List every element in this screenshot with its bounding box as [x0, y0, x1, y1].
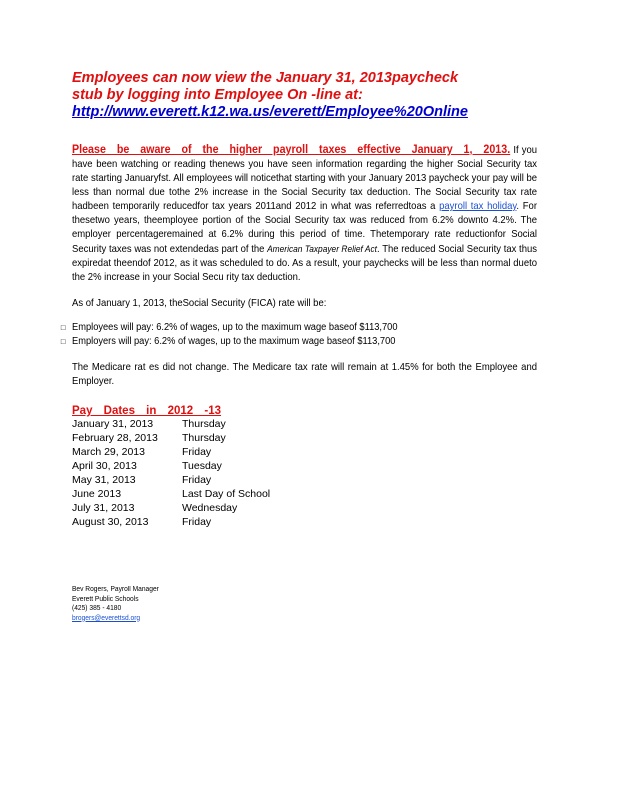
- tax-notice-heading: Please be aware of the higher payroll taxes effective January 1, 2013.: [72, 144, 511, 156]
- list-item: [60, 321, 509, 335]
- pay-dates-heading: Pay Dates in 2012 -13: [72, 405, 221, 417]
- checkbox-bullet-icon: □: [60, 323, 66, 332]
- act-name: American Taxpayer Relief Act: [267, 244, 378, 254]
- fica-rate-list: [60, 321, 542, 349]
- tax-notice-paragraph: [72, 143, 537, 285]
- pay-date-note: Thursday: [182, 432, 226, 444]
- bullet-text: Employers will pay: 6.2% of wages, up to the maximum wage baseof $113,700: [72, 336, 396, 347]
- list-item: [60, 335, 509, 349]
- pay-date: May 31, 2013: [72, 474, 136, 486]
- pay-dates: [72, 405, 542, 529]
- signature-block: [72, 585, 519, 623]
- pay-date-note: Last Day of School: [182, 488, 271, 500]
- pay-date-note: Tuesday: [182, 460, 222, 472]
- signature-name: Bev Rogers, Payroll Manager: [72, 586, 159, 593]
- pay-date-row: [72, 473, 542, 487]
- fica-rate-intro: As of January 1, 2013, theSocial Security (FICA) rate will be:: [72, 298, 327, 309]
- tax-notice-text-c: . The reduced Social Security tax thus expiredat theendof 2012, as it was scheduled to do. As a result, your paychecks will be less than normal dueto the 2% increase in your Social Secu rity tax deduction.: [72, 244, 537, 283]
- bullet-text: Employees will pay: 6.2% of wages, up to the maximum wage baseof $113,700: [72, 322, 398, 333]
- signature-email-link[interactable]: brogers@everettsd.org: [72, 614, 141, 622]
- pay-date-row: [72, 459, 542, 473]
- pay-date: April 30, 2013: [72, 460, 137, 472]
- pay-date-row: [72, 501, 542, 515]
- pay-dates-list: [72, 417, 542, 529]
- pay-date-row: [72, 515, 542, 529]
- signature-phone: (425) 385 - 4180: [72, 605, 122, 612]
- pay-date-note: Friday: [182, 446, 212, 458]
- pay-date-note: Friday: [182, 516, 212, 528]
- pay-date: March 29, 2013: [72, 446, 145, 458]
- pay-date-row: [72, 417, 542, 431]
- pay-date: February 28, 2013: [72, 432, 158, 444]
- pay-date: July 31, 2013: [72, 502, 135, 514]
- pay-date-row: [72, 445, 542, 459]
- headline: [72, 70, 542, 121]
- pay-date-note: Thursday: [182, 418, 226, 430]
- headline-line1: Employees can now view the January 31, 2013paycheck: [72, 70, 459, 86]
- pay-date-note: Friday: [182, 474, 212, 486]
- tax-notice-text-b: . For thesetwo years, theemployee portion of the Social Security tax was reduced from 6.2% downto 4.2%. The employer percentageremained at 6.2% during this period of time. Thetemporary rate reductionfor Social Security taxes was not extendedas part of the: [72, 201, 537, 255]
- signature-org: Everett Public Schools: [72, 595, 139, 603]
- pay-date-row: [72, 487, 542, 501]
- payroll-tax-holiday-link[interactable]: payroll tax holiday: [439, 201, 517, 212]
- medicare-note: The Medicare rat es did not change. The Medicare tax rate will remain at 1.45% for both the Employee and Employer.: [72, 362, 537, 387]
- employee-online-link[interactable]: http://www.everett.k12.wa.us/everett/Employee%20Online: [72, 104, 468, 120]
- checkbox-bullet-icon: □: [60, 337, 66, 346]
- tax-notice-text-a: If you have been watching or reading thenews you have seen information regarding the higher Social Security tax rate starting Januaryfst. All employees will noticethat starting with your January 2013 paycheck your pay will be less than normal due tothe 2% increase in the Social Security tax deduction. The Social Security tax rate hadbeen temporarily reducedfor tax years 2011and 2012 in what was referredtoas a: [72, 145, 537, 212]
- pay-date: June 2013: [72, 488, 122, 500]
- pay-date-row: [72, 431, 542, 445]
- pay-date-note: Wednesday: [182, 502, 238, 514]
- pay-date: August 30, 2013: [72, 516, 149, 528]
- document-page: [60, 70, 542, 623]
- tax-notice: [60, 143, 542, 389]
- pay-date: January 31, 2013: [72, 418, 154, 430]
- headline-line2: stub by logging into Employee On -line at:: [72, 87, 363, 103]
